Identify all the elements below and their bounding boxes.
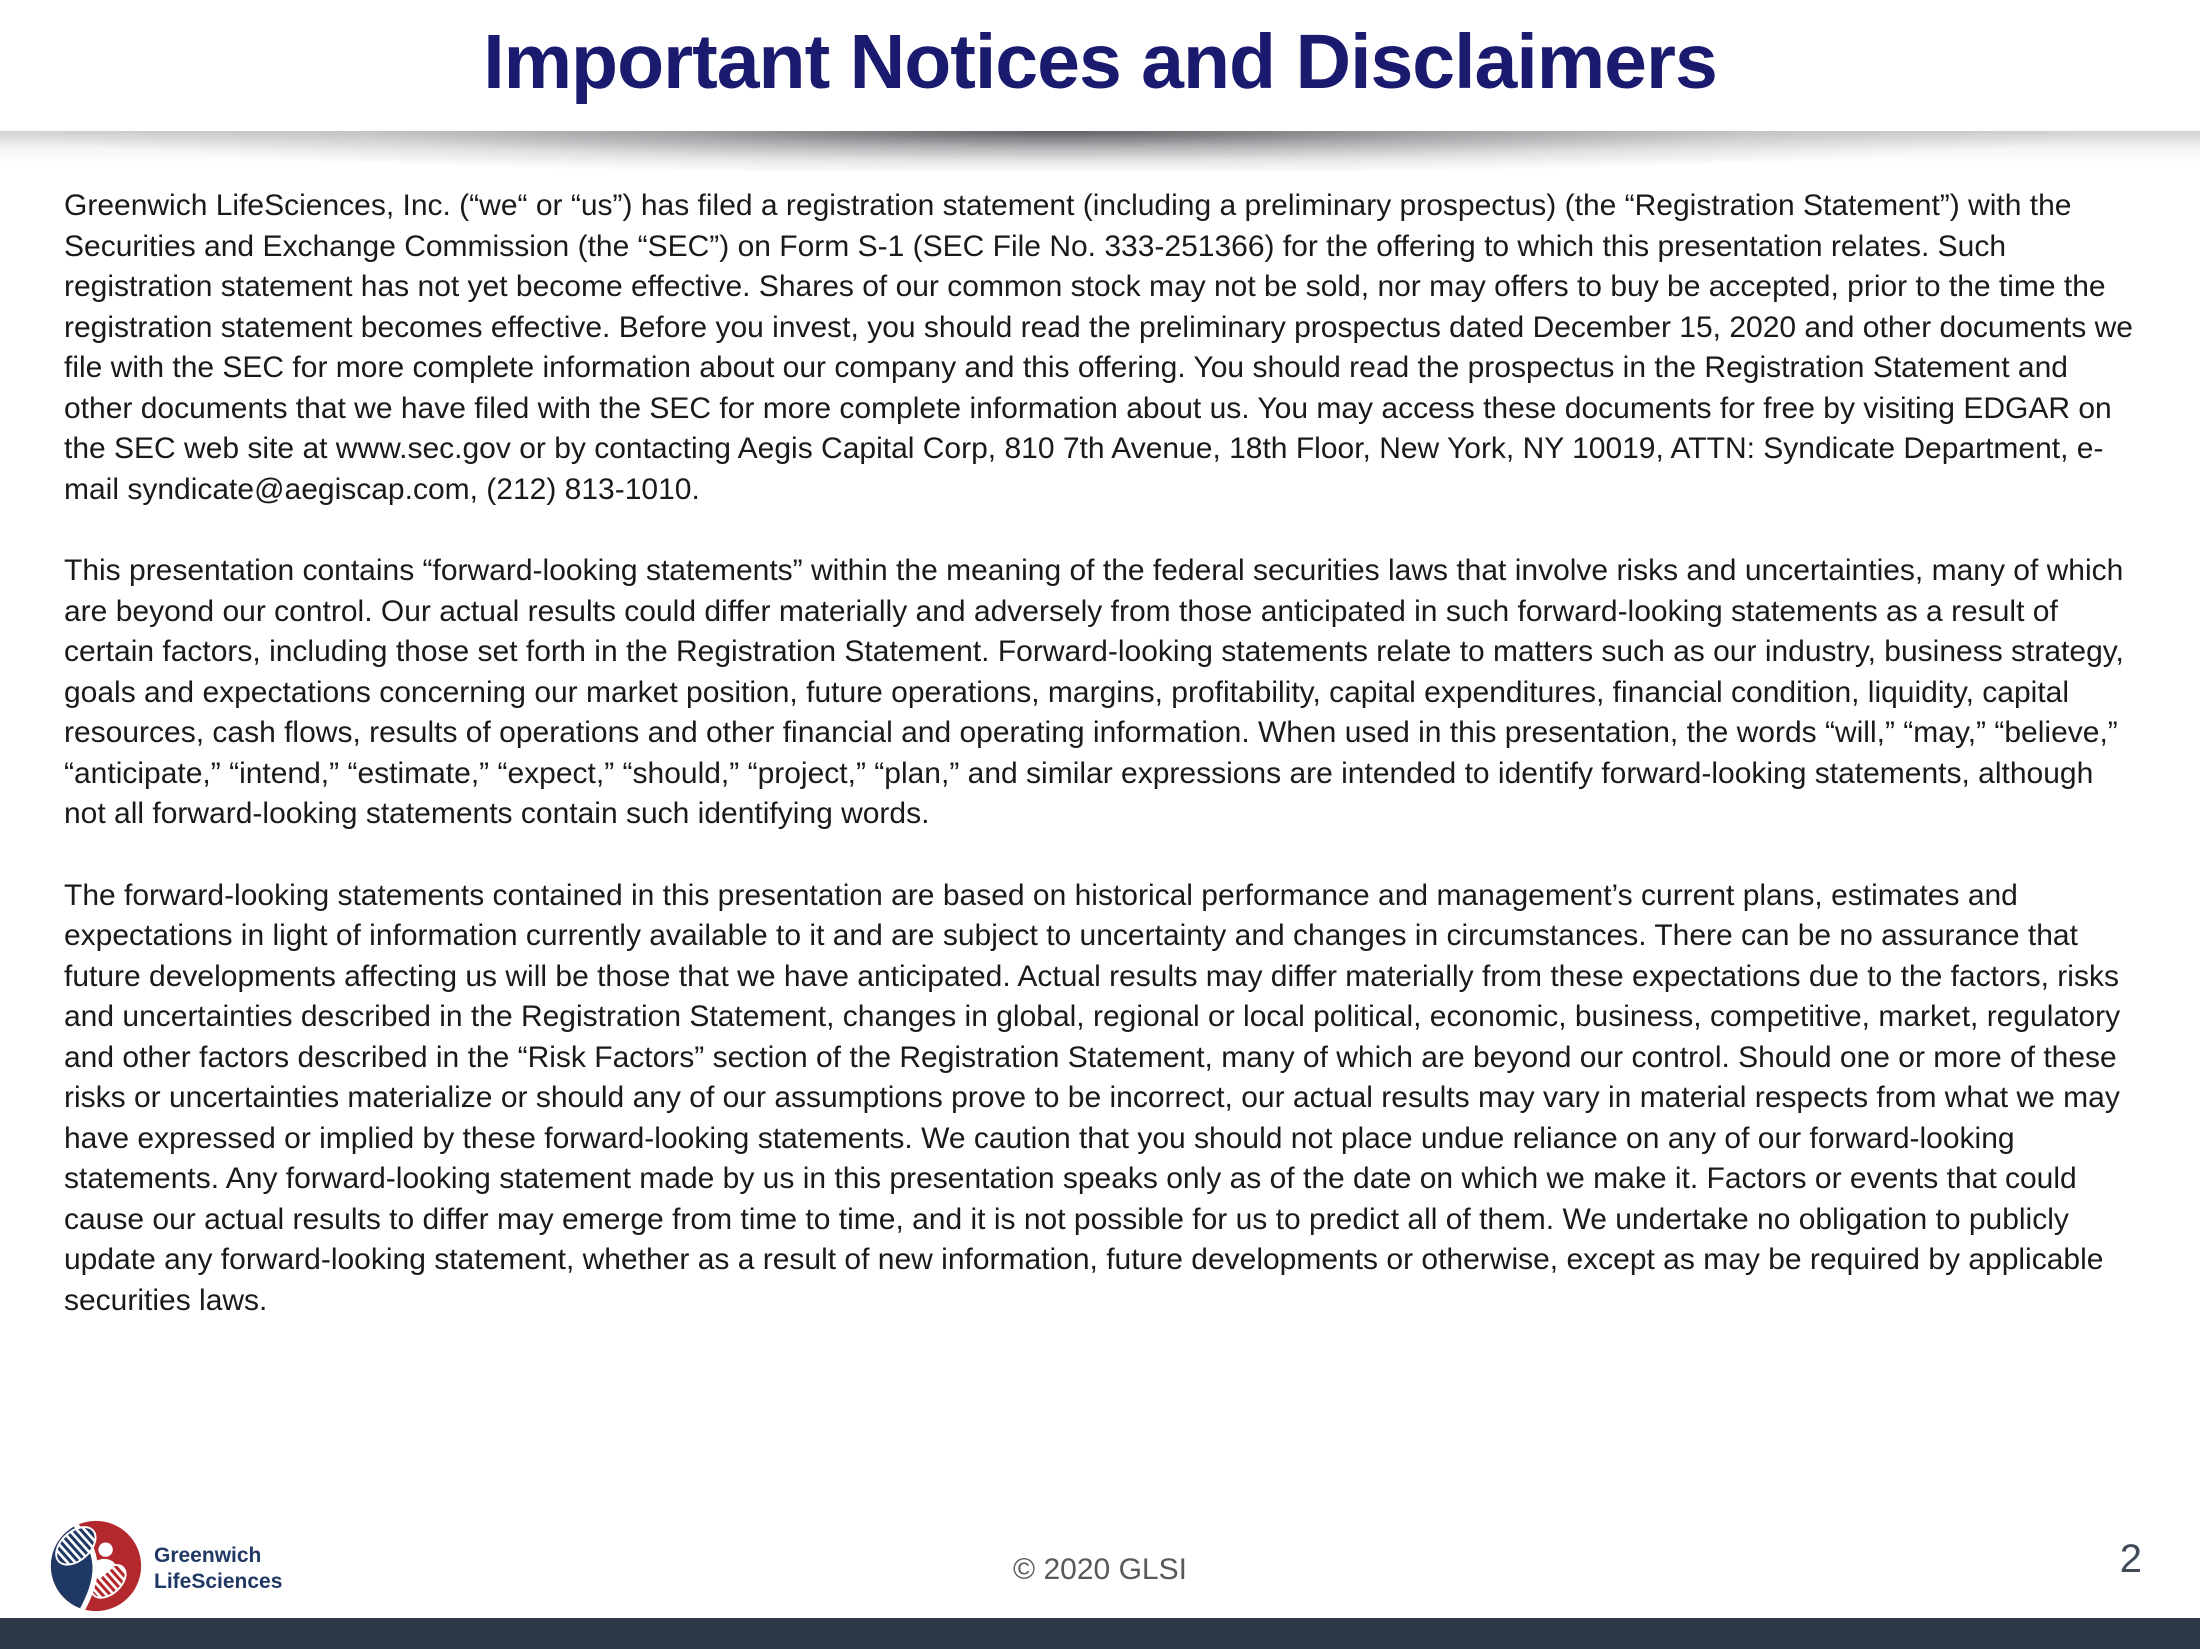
- copyright-text: © 2020 GLSI: [1013, 1553, 1187, 1586]
- company-logo-icon: [48, 1518, 144, 1614]
- disclaimer-paragraph: This presentation contains “forward-looking statements” within the meaning of the federal securities laws that involve risks and uncertainties, many of which are beyond our control. Our actual results could differ materially and adversely from those anticipated in such forward-looking statements as a result of certain factors, including those set forth in the Registration Statement. Forward-looking statements relate to matters such as our industry, business strategy, goals and expectations concerning our market position, future operations, margins, profitability, capital expenditures, financial condition, liquidity, capital resources, cash flows, results of operations and other financial and operating information. When used in this presentation, the words “will,” “may,” “believe,” “anticipate,” “intend,” “estimate,” “expect,” “should,” “project,” “plan,” and similar expressions are intended to identify forward-looking statements, although not all forward-looking statements contain such identifying words.: [64, 554, 2124, 830]
- disclaimer-body: [64, 186, 2140, 1362]
- footer-bar: [0, 1618, 2200, 1649]
- logo-wordmark-line1: Greenwich: [154, 1544, 262, 1567]
- logo-wordmark: [154, 1543, 282, 1595]
- page-number: 2: [2119, 1537, 2142, 1581]
- footer: [0, 1495, 2200, 1618]
- title-shadow-divider: [0, 131, 2200, 171]
- logo-wordmark-line2: LifeSciences: [154, 1570, 283, 1593]
- disclaimer-paragraph: The forward-looking statements contained in this presentation are based on historical performance and management’s current plans, estimates and expectations in light of information currently available to it and are subject to uncertainty and changes in circumstances. There can be no assurance that future developments affecting us will be those that we have anticipated. Actual results may differ materially from these expectations due to the factors, risks and uncertainties described in the Registration Statement, changes in global, regional or local political, economic, business, competitive, market, regulatory and other factors described in the “Risk Factors” section of the Registration Statement, many of which are beyond our control. Should one or more of these risks or uncertainties materialize or should any of our assumptions prove to be incorrect, our actual results may vary in material respects from what we may have expressed or implied by these forward-looking statements. We caution that you should not place undue reliance on any of our forward-looking statements. Any forward-looking statement made by us in this presentation speaks only as of the date on which we make it. Factors or events that could cause our actual results to differ may emerge from time to time, and it is not possible for us to predict all of them. We undertake no obligation to publicly update any forward-looking statement, whether as a result of new information, future developments or otherwise, except as may be required by applicable securities laws.: [64, 878, 2121, 1317]
- disclaimer-paragraph: Greenwich LifeSciences, Inc. (“we“ or “us”) has filed a registration statement (including a preliminary prospectus) (the “Registration Statement”) with the Securities and Exchange Commission (the “SEC”) on Form S-1 (SEC File No. 333-251366) for the offering to which this presentation relates. Such registration statement has not yet become effective. Shares of our common stock may not be sold, nor may offers to buy be accepted, prior to the time the registration statement becomes effective. Before you invest, you should read the preliminary prospectus dated December 15, 2020 and other documents we file with the SEC for more complete information about our company and this offering. You should read the prospectus in the Registration Statement and other documents that we have filed with the SEC for more complete information about us. You may access these documents for free by visiting EDGAR on the SEC web site at www.sec.gov or by contacting Aegis Capital Corp, 810 7th Avenue, 18th Floor, New York, NY 10019, ATTN: Syndicate Department, e-mail syndicate@aegiscap.com, (212) 813-1010.: [64, 189, 2133, 506]
- page-title: Important Notices and Disclaimers: [483, 19, 1717, 105]
